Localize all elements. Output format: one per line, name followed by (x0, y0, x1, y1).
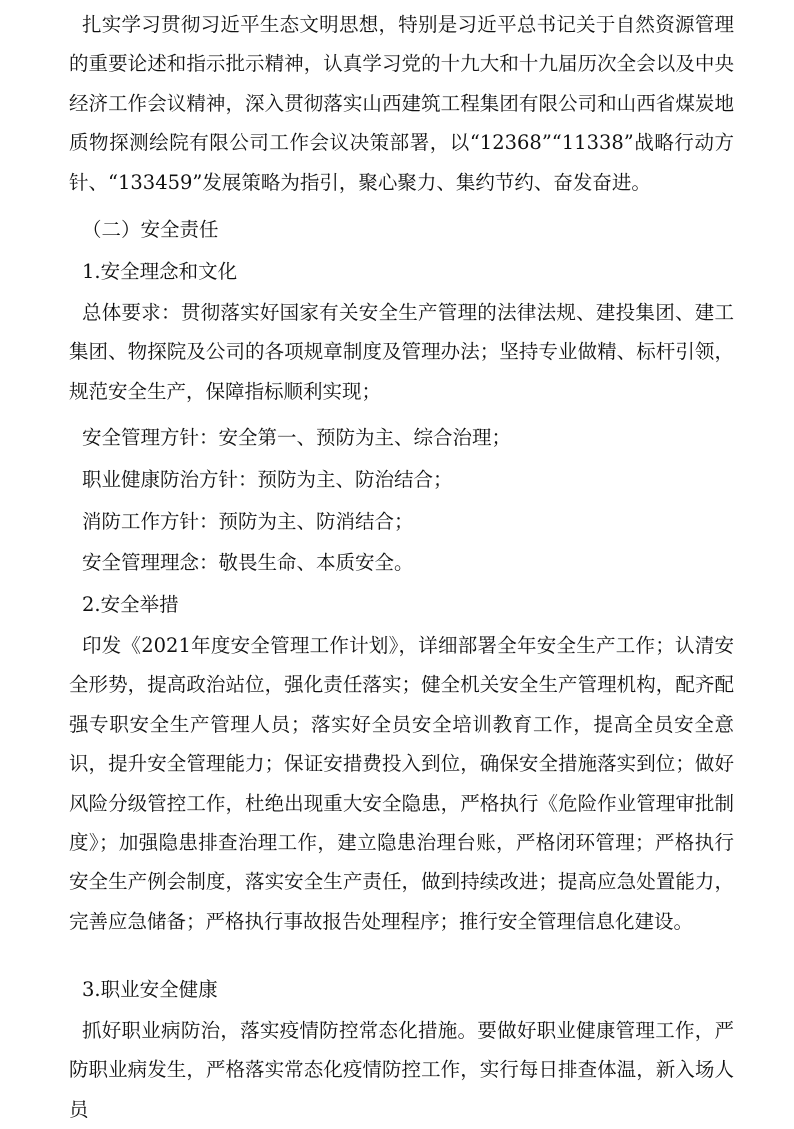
section-heading-safety-responsibility: （二）安全责任 (82, 218, 219, 241)
occupational-health-paragraph: 抓好职业病防治，落实疫情防控常态化措施。要做好职业健康管理工作，严防职业病发生，严格落实常态化疫情防控工作，实行每日排查体温，新入场人员 (69, 1019, 734, 1121)
safety-management-concept: 安全管理理念：敬畏生命、本质安全。 (82, 551, 414, 574)
subheading-safety-concept: 1.安全理念和文化 (82, 260, 238, 283)
safety-management-policy: 安全管理方针：安全第一、预防为主、综合治理； (82, 426, 512, 449)
general-requirements-paragraph: 总体要求：贯彻落实好国家有关安全生产管理的法律法规、建投集团、建工集团、物探院及公司的各项规章制度及管理办法；坚持专业做精、标杆引领，规范安全生产，保障指标顺利实现； (69, 301, 734, 403)
intro-paragraph: 扎实学习贯彻习近平生态文明思想，特别是习近平总书记关于自然资源管理的重要论述和指示批示精神，认真学习党的十九大和十九届历次全会以及中央经济工作会议精神，深入贯彻落实山西建筑工程集团有限公司和山西省煤炭地质物探测绘院有限公司工作会议决策部署，以“12368”“11338”战略行动方针、“133459”发展策略为指引，聚心聚力、集约节约、奋发奋进。 (69, 13, 734, 194)
safety-measures-paragraph: 印发《2021年度安全管理工作计划》，详细部署全年安全生产工作；认清安全形势，提高政治站位，强化责任落实；健全机关安全生产管理机构，配齐配强专职安全生产管理人员；落实好全员安全培训教育工作，提高全员安全意识，提升安全管理能力；保证安措费投入到位，确保安全措施落实到位；做好风险分级管控工作，杜绝出现重大安全隐患，严格执行《危险作业管理审批制度》；加强隐患排查治理工作，建立隐患治理台账，严格闭环管理；严格执行安全生产例会制度，落实安全生产责任，做到持续改进；提高应急处置能力，完善应急储备；严格执行事故报告处理程序；推行安全管理信息化建设。 (69, 634, 734, 933)
subheading-occupational-safety-health: 3.职业安全健康 (82, 978, 218, 1001)
occupational-health-policy: 职业健康防治方针：预防为主、防治结合； (82, 468, 453, 491)
subheading-safety-measures: 2.安全举措 (82, 593, 179, 616)
fire-prevention-policy: 消防工作方针：预防为主、防消结合； (82, 510, 414, 533)
